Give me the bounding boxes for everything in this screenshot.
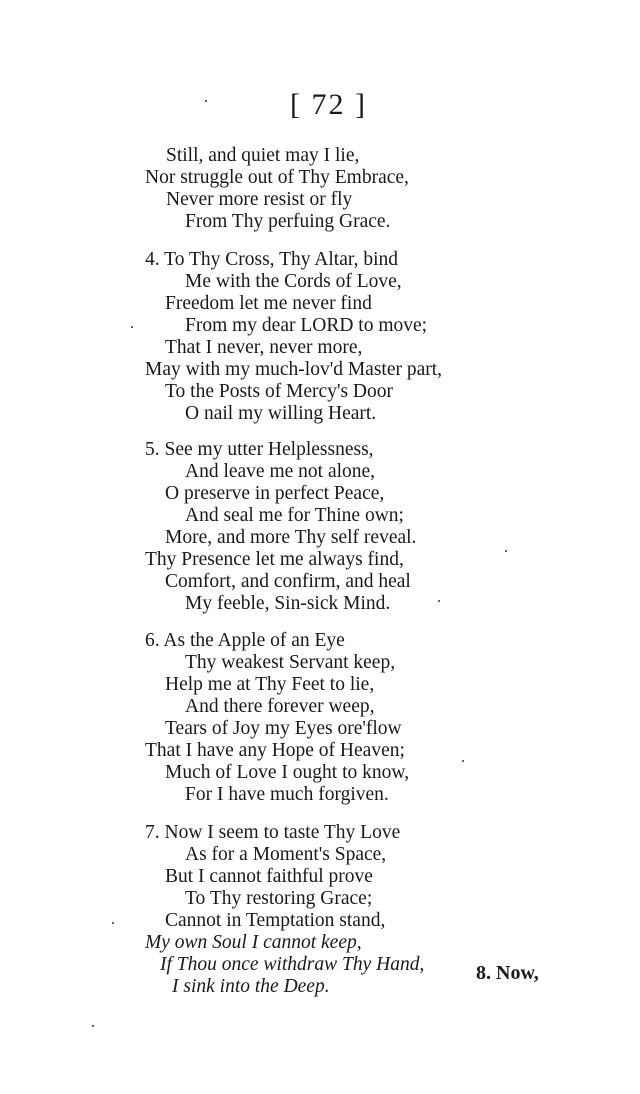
verse-line: From my dear LORD to move;: [185, 315, 428, 336]
verse-line: That I never, never more,: [165, 337, 363, 358]
print-speck: [112, 922, 114, 924]
verse-line: Thy Presence let me always find,: [145, 549, 404, 570]
verse-line: 4. To Thy Cross, Thy Altar, bind: [145, 249, 398, 270]
verse-line: Nor struggle out of Thy Embrace,: [145, 167, 409, 188]
verse-line: Me with the Cords of Love,: [185, 271, 402, 292]
verse-line: And there forever weep,: [185, 696, 375, 717]
verse-line: Never more resist or fly: [166, 189, 353, 210]
print-speck: [438, 600, 440, 602]
print-speck: [505, 550, 507, 552]
verse-line: If Thou once withdraw Thy Hand,: [160, 954, 425, 975]
verse-line: Thy weakest Servant keep,: [185, 652, 396, 673]
verse-line: My feeble, Sin-sick Mind.: [185, 593, 391, 614]
verse-line: May with my much-lov'd Master part,: [145, 359, 443, 380]
verse-line: 6. As the Apple of an Eye: [145, 630, 345, 651]
verse-line: For I have much forgiven.: [185, 784, 389, 805]
verse-line: From Thy perfuing Grace.: [185, 211, 391, 232]
verse-line: To the Posts of Mercy's Door: [165, 381, 394, 402]
verse-line: Cannot in Temptation stand,: [165, 910, 386, 931]
page-number: [ 72 ]: [290, 88, 367, 121]
verse-line: But I cannot faithful prove: [165, 866, 373, 887]
verse-line: And seal me for Thine own;: [185, 505, 404, 526]
verse-line: Help me at Thy Feet to lie,: [165, 674, 375, 695]
print-speck: [131, 326, 133, 328]
verse-line: Much of Love I ought to know,: [165, 762, 410, 783]
verse-line: Comfort, and confirm, and heal: [165, 571, 411, 592]
catchword: 8. Now,: [476, 962, 539, 984]
verse-line: More, and more Thy self reveal.: [165, 527, 417, 548]
verse-line: To Thy restoring Grace;: [185, 888, 373, 909]
verse-line: O nail my willing Heart.: [185, 403, 377, 424]
print-speck: [462, 760, 464, 762]
verse-line: And leave me not alone,: [185, 461, 376, 482]
verse-line: O preserve in perfect Peace,: [165, 483, 385, 504]
verse-line: As for a Moment's Space,: [185, 844, 387, 865]
verse-line: Freedom let me never find: [165, 293, 372, 314]
print-speck: [205, 100, 207, 102]
verse-line: Still, and quiet may I lie,: [166, 145, 360, 166]
verse-line: 7. Now I seem to taste Thy Love: [145, 822, 401, 843]
verse-line: My own Soul I cannot keep,: [145, 932, 362, 953]
verse-line: I sink into the Deep.: [172, 976, 330, 997]
verse-line: That I have any Hope of Heaven;: [145, 740, 405, 761]
print-speck: [92, 1025, 94, 1027]
verse-line: 5. See my utter Helplessness,: [145, 439, 374, 460]
verse-line: Tears of Joy my Eyes ore'flow: [165, 718, 402, 739]
